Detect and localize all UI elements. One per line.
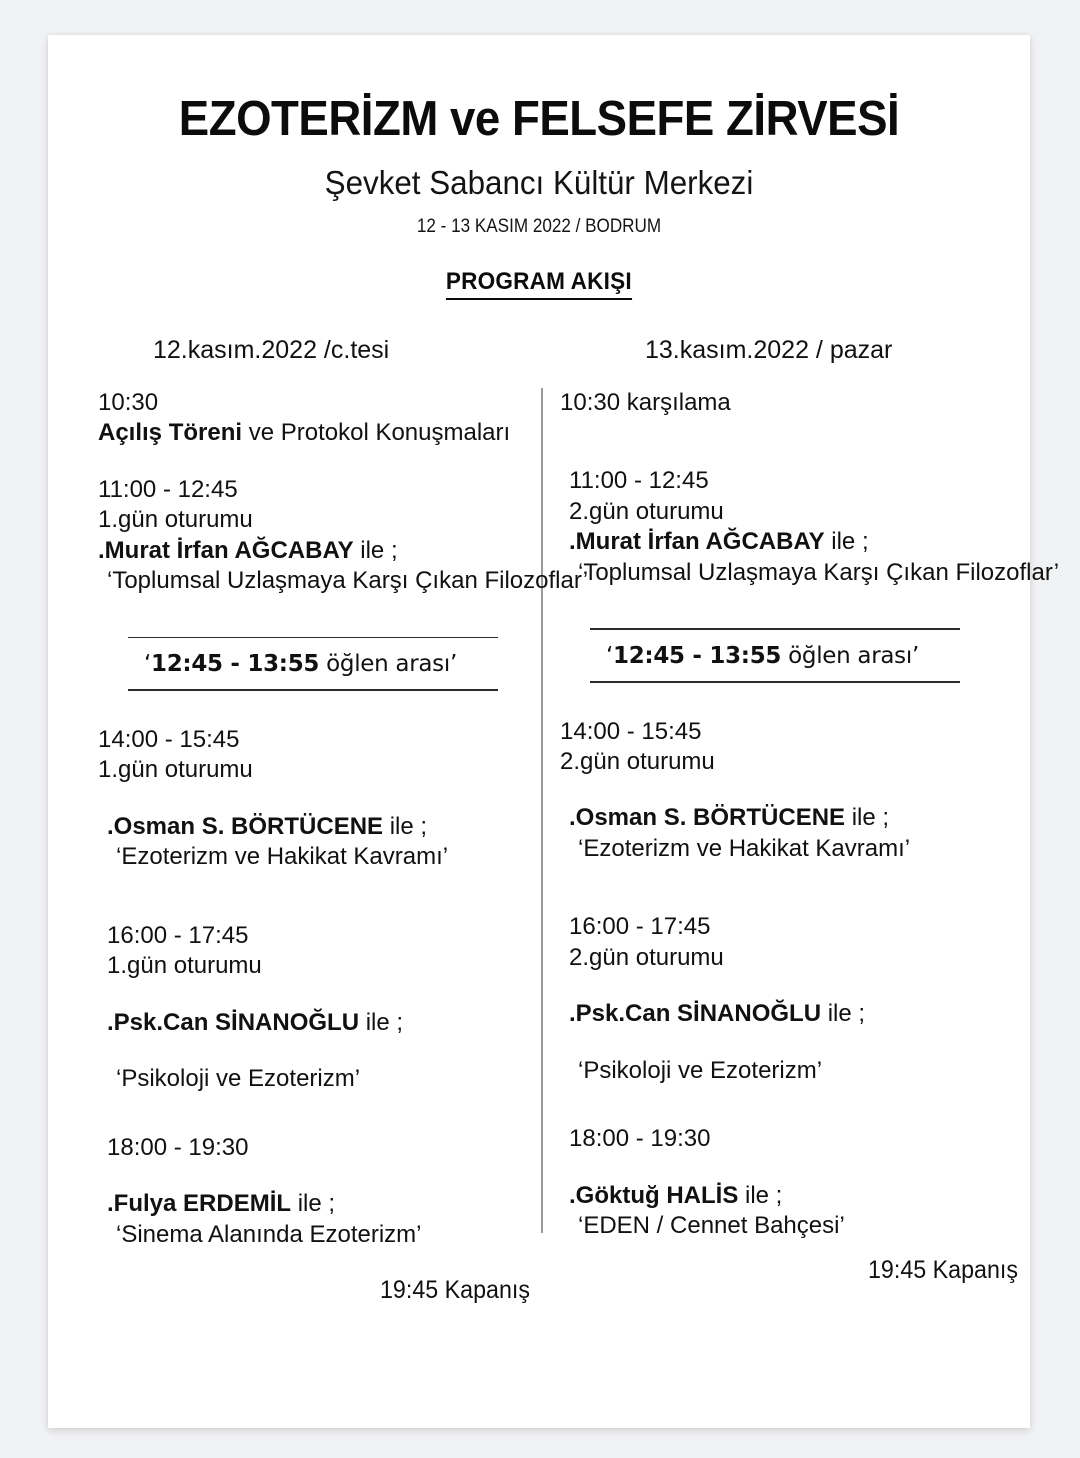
day-2-morning-session (560, 466, 1060, 588)
day-1-morning-session-label: 1.gün oturumu (98, 506, 253, 534)
closing-row (48, 1248, 1030, 1338)
day-1-night-topic: ‘Sinema Alanında Ezoterizm’ (116, 1220, 422, 1248)
day-1-morning-topic: ‘Toplumsal Uzlaşmaya Karşı Çıkan Filozoflar’ (107, 567, 589, 595)
day-2-closing: 19:45 Kapanış (868, 1256, 1018, 1284)
day-1-morning-speaker-name: .Murat İrfan AĞCABAY (98, 536, 354, 564)
program-section-heading-text: PROGRAM AKIŞI (446, 268, 632, 300)
day-1-morning-time: 11:00 - 12:45 (98, 475, 238, 503)
day-2-morning-speaker (560, 527, 1030, 557)
day-1-lunch-label: öğlen arası’ (319, 651, 457, 678)
spacer (98, 786, 568, 812)
day-1-lunch-open-quote: ‘ (144, 651, 152, 678)
day-2-opening-time: 10:30 karşılama (560, 389, 731, 416)
day-2-afternoon-session (560, 717, 1030, 865)
day-2-opening (560, 388, 1030, 418)
day-1-lunch-text (128, 638, 568, 689)
day-2-morning-speaker-name: .Murat İrfan AĞCABAY (569, 528, 825, 556)
day-1-opening-title (98, 418, 568, 448)
poster-page (48, 35, 1060, 1428)
day-1-evening-speaker-suffix: ile ; (359, 1008, 404, 1036)
day-1-closing: 19:45 Kapanış (380, 1276, 530, 1304)
spacer (98, 449, 568, 475)
day-1-afternoon-speaker-suffix: ile ; (383, 812, 428, 840)
page-title: EZOTERİZM ve FELSEFE ZİRVESİ (178, 92, 900, 146)
day-1-evening-speaker (98, 1008, 568, 1038)
day-2-evening-speaker (560, 999, 1030, 1029)
day-1-afternoon-speaker (98, 812, 568, 842)
day-header-row (48, 336, 1030, 376)
day-2-afternoon-session-label: 2.gün oturumu (560, 748, 715, 775)
spacer (98, 982, 568, 1008)
day-1-morning-speaker-suffix: ile ; (353, 536, 398, 564)
spacer (560, 864, 1030, 912)
day-1-morning-session (98, 475, 589, 597)
day-1-lunch-rule-bottom (128, 689, 498, 691)
day-1-afternoon-time: 14:00 - 15:45 (98, 726, 240, 753)
day-1-opening-title-rest: ve Protokol Konuşmaları (242, 419, 511, 447)
spacer (560, 418, 1030, 466)
spacer (560, 1086, 1030, 1124)
day-2-evening-session (560, 912, 1030, 1086)
day-2-afternoon-topic: ‘Ezoterizm ve Hakikat Kavramı’ (578, 834, 911, 862)
day-1-afternoon-session (98, 725, 568, 873)
day-1-evening-speaker-name: .Psk.Can SİNANOĞLU (107, 1008, 360, 1036)
day-2-evening-session-label: 2.gün oturumu (569, 943, 724, 971)
day-1-morning-speaker (98, 536, 568, 566)
day-1-afternoon-session-label: 1.gün oturumu (98, 756, 253, 784)
day-2-night-session (560, 1124, 1030, 1241)
venue-name: Şevket Sabancı Kültür Merkezi (324, 164, 754, 201)
day-2-afternoon-time: 14:00 - 15:45 (560, 717, 702, 745)
day-2-evening-time: 16:00 - 17:45 (569, 913, 711, 941)
day-2-night-topic: ‘EDEN / Cennet Bahçesi’ (578, 1212, 845, 1240)
day-1-evening-topic: ‘Psikoloji ve Ezoterizm’ (116, 1065, 361, 1093)
day-2-morning-time: 11:00 - 12:45 (569, 467, 709, 495)
day-2-lunch-rule-bottom (590, 681, 960, 683)
day-2-evening-speaker-suffix: ile ; (821, 1000, 866, 1028)
spacer (98, 1163, 568, 1189)
event-dateline: 12 - 13 KASIM 2022 / BODRUM (416, 216, 662, 237)
day-1-evening-session-label: 1.gün oturumu (107, 952, 262, 980)
spacer (560, 1155, 1030, 1181)
day-2-morning-session-label: 2.gün oturumu (569, 497, 724, 525)
spacer (98, 873, 568, 921)
day-2-night-speaker (560, 1181, 1030, 1211)
day-1-opening-time: 10:30 (98, 389, 159, 416)
spacer (560, 1030, 1030, 1056)
day-2-lunch-break (560, 628, 1030, 682)
day-1-opening-title-bold: Açılış Töreni (98, 419, 243, 447)
day-1-night-speaker-name: .Fulya ERDEMİL (107, 1190, 292, 1218)
day-2-evening-topic: ‘Psikoloji ve Ezoterizm’ (578, 1056, 823, 1084)
day-1-night-time: 18:00 - 19:30 (107, 1133, 249, 1161)
day-1-night-speaker (98, 1189, 568, 1219)
day-2-night-speaker-suffix: ile ; (738, 1181, 783, 1209)
day-1-column (98, 388, 589, 1250)
day-2-morning-topic: ‘Toplumsal Uzlaşmaya Karşı Çıkan Filozoflar’ (578, 558, 1060, 586)
day-1-night-session (98, 1133, 568, 1250)
program-section-heading (48, 238, 1030, 300)
day-2-lunch-open-quote: ‘ (606, 642, 614, 669)
spacer (560, 777, 1030, 803)
day-1-lunch-time: 12:45 - 13:55 (151, 651, 320, 678)
day-2-evening-speaker-name: .Psk.Can SİNANOĞLU (569, 1000, 822, 1028)
spacer (98, 1095, 568, 1133)
day-2-night-time: 18:00 - 19:30 (569, 1125, 711, 1153)
day-1-evening-session (98, 921, 568, 1095)
day-1-opening (98, 388, 568, 449)
day-1-date-label: 12.kasım.2022 /c.tesi (153, 336, 390, 364)
day-2-morning-speaker-suffix: ile ; (824, 528, 869, 556)
day-1-lunch-break (98, 637, 568, 691)
day-1-afternoon-topic: ‘Ezoterizm ve Hakikat Kavramı’ (116, 843, 449, 871)
day-2-date-label: 13.kasım.2022 / pazar (645, 336, 893, 364)
day-2-column (560, 388, 1060, 1242)
day-2-afternoon-speaker (560, 803, 1030, 833)
spacer (560, 973, 1030, 999)
day-2-lunch-time: 12:45 - 13:55 (613, 642, 782, 669)
day-2-lunch-text (590, 630, 1030, 681)
day-1-afternoon-speaker-name: .Osman S. BÖRTÜCENE (107, 812, 384, 840)
schedule-columns (48, 388, 1060, 1248)
day-2-lunch-label: öğlen arası’ (781, 642, 919, 669)
day-2-afternoon-speaker-name: .Osman S. BÖRTÜCENE (569, 804, 846, 832)
poster-header (48, 35, 1030, 300)
day-2-night-speaker-name: .Göktuğ HALİS (569, 1181, 739, 1209)
day-2-afternoon-speaker-suffix: ile ; (845, 804, 890, 832)
day-1-night-speaker-suffix: ile ; (291, 1190, 336, 1218)
spacer (98, 1038, 568, 1064)
day-1-evening-time: 16:00 - 17:45 (107, 921, 249, 949)
